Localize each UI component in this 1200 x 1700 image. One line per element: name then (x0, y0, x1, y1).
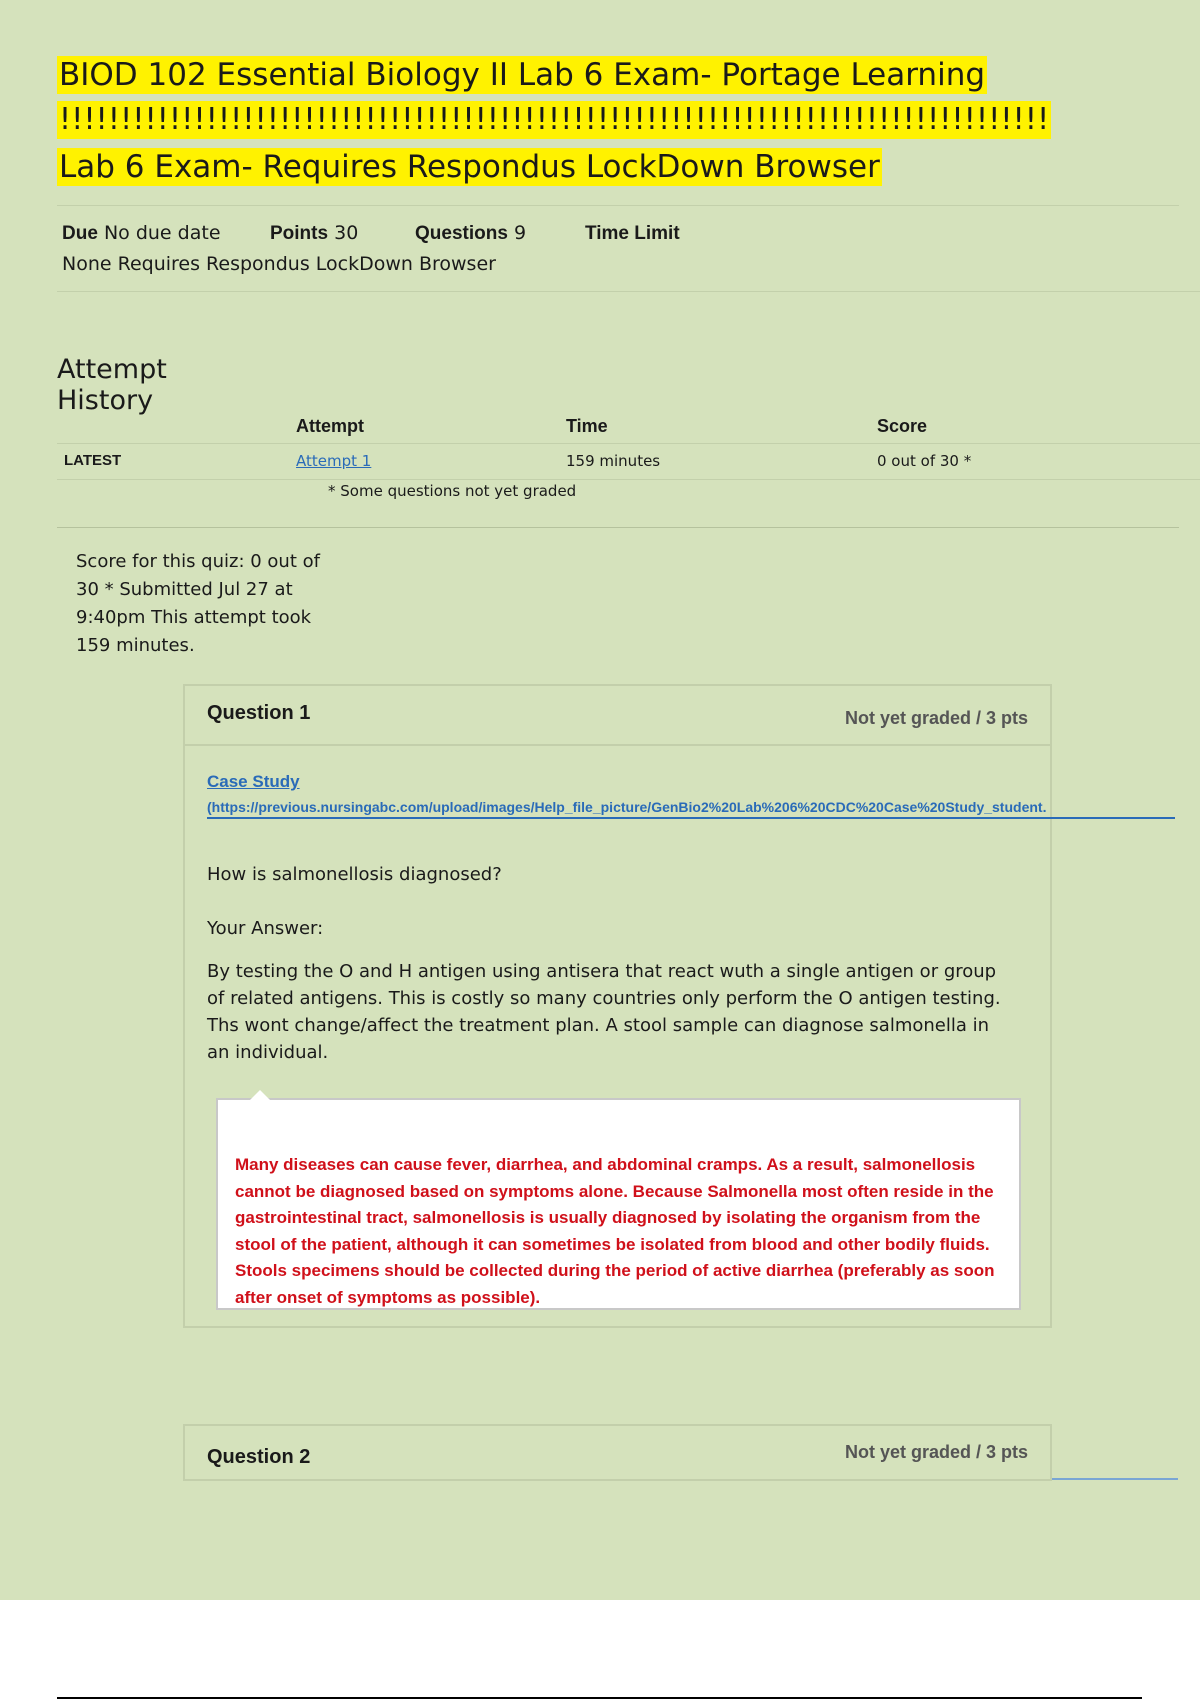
question-1-text: How is salmonellosis diagnosed? (207, 864, 502, 885)
attempt-history-heading-line1: Attempt (57, 354, 167, 385)
column-header-time: Time (566, 416, 608, 436)
question-2-header (185, 1426, 1050, 1481)
footer-divider (57, 1697, 1142, 1699)
questions-value: 9 (513, 222, 527, 244)
title-line-1: BIOD 102 Essential Biology II Lab 6 Exam- Portage Learning (59, 57, 986, 93)
attempt-score: 0 out of 30 * (877, 452, 972, 470)
your-answer-label: Your Answer: (207, 918, 324, 939)
time-limit-value: None Requires Respondus LockDown Browser (62, 253, 496, 275)
table-header-divider (57, 443, 1200, 444)
question-1-points: Not yet graded / 3 pts (844, 708, 1028, 728)
column-header-attempt: Attempt (296, 416, 364, 436)
latest-badge: LATEST (64, 452, 122, 469)
question-2-points: Not yet graded / 3 pts (844, 1442, 1028, 1462)
questions-label: Questions (415, 223, 508, 244)
questions-info (415, 222, 526, 245)
due-label: Due (62, 223, 98, 244)
section-divider (57, 527, 1179, 528)
question-1-title: Question 1 (207, 702, 311, 724)
points-label: Points (270, 223, 329, 244)
column-header-score: Score (877, 416, 928, 436)
case-study-url-link[interactable]: (https://previous.nursingabc.com/upload/images/Help_file_picture/GenBio2%20Lab%206%20CDC%20Case%20Study_student. (207, 799, 1175, 819)
divider (57, 205, 1179, 206)
title-line-3: Lab 6 Exam- Requires Respondus LockDown Browser (59, 149, 880, 185)
due-value: No due date (103, 222, 221, 244)
your-answer-text: By testing the O and H antigen using antisera that react wuth a single antigen or group of related antigens. This is costly so many countries only perform the O antigen testing. Ths wont change/affect the treatment plan. A stool sample can diagnose salmonella in an individual. (207, 961, 1001, 1063)
case-study-link[interactable]: Case Study (207, 772, 300, 791)
due-info (62, 222, 221, 245)
attempt-time: 159 minutes (566, 452, 661, 470)
attempt-1-link[interactable]: Attempt 1 (296, 452, 372, 470)
attempt-history-heading-line2: History (57, 385, 154, 416)
points-value: 30 (334, 222, 359, 244)
divider (57, 291, 1200, 292)
feedback-pointer (250, 1090, 270, 1100)
attempt-link-cell (296, 452, 371, 470)
accent-line (1052, 1478, 1178, 1480)
question-1-header (185, 686, 1050, 746)
grading-note: * Some questions not yet graded (328, 482, 577, 500)
title-line-2: !!!!!!!!!!!!!!!!!!!!!!!!!!!!!!!!!!!!!!!!!!!!!!!!!!!!!!!!!!!!!!!!!!!!!!!!!!!!!!!!! (59, 102, 1050, 137)
points-info (270, 222, 358, 245)
score-summary: Score for this quiz: 0 out of 30 * Submitted Jul 27 at 9:40pm This attempt took 159 minutes. (76, 551, 320, 656)
attempt-history-heading (57, 354, 167, 416)
question-2-title: Question 2 (207, 1446, 311, 1468)
table-row-divider (57, 479, 1200, 480)
question-2-card (183, 1424, 1052, 1481)
time-limit-label: Time Limit (585, 223, 680, 244)
time-limit-info (585, 222, 680, 245)
feedback-text: Many diseases can cause fever, diarrhea, and abdominal cramps. As a result, salmonellosis cannot be diagnosed based on symptoms alone. Because Salmonella most often reside in the gastrointestinal tract, salmonellosis is usually diagnosed by isolating the organism from the stool of the patient, although it can sometimes be isolated from blood and other bodily fluids. Stools specimens should be collected during the period of active diarrhea (preferably as soon after onset of symptoms as possible). (235, 1155, 995, 1307)
